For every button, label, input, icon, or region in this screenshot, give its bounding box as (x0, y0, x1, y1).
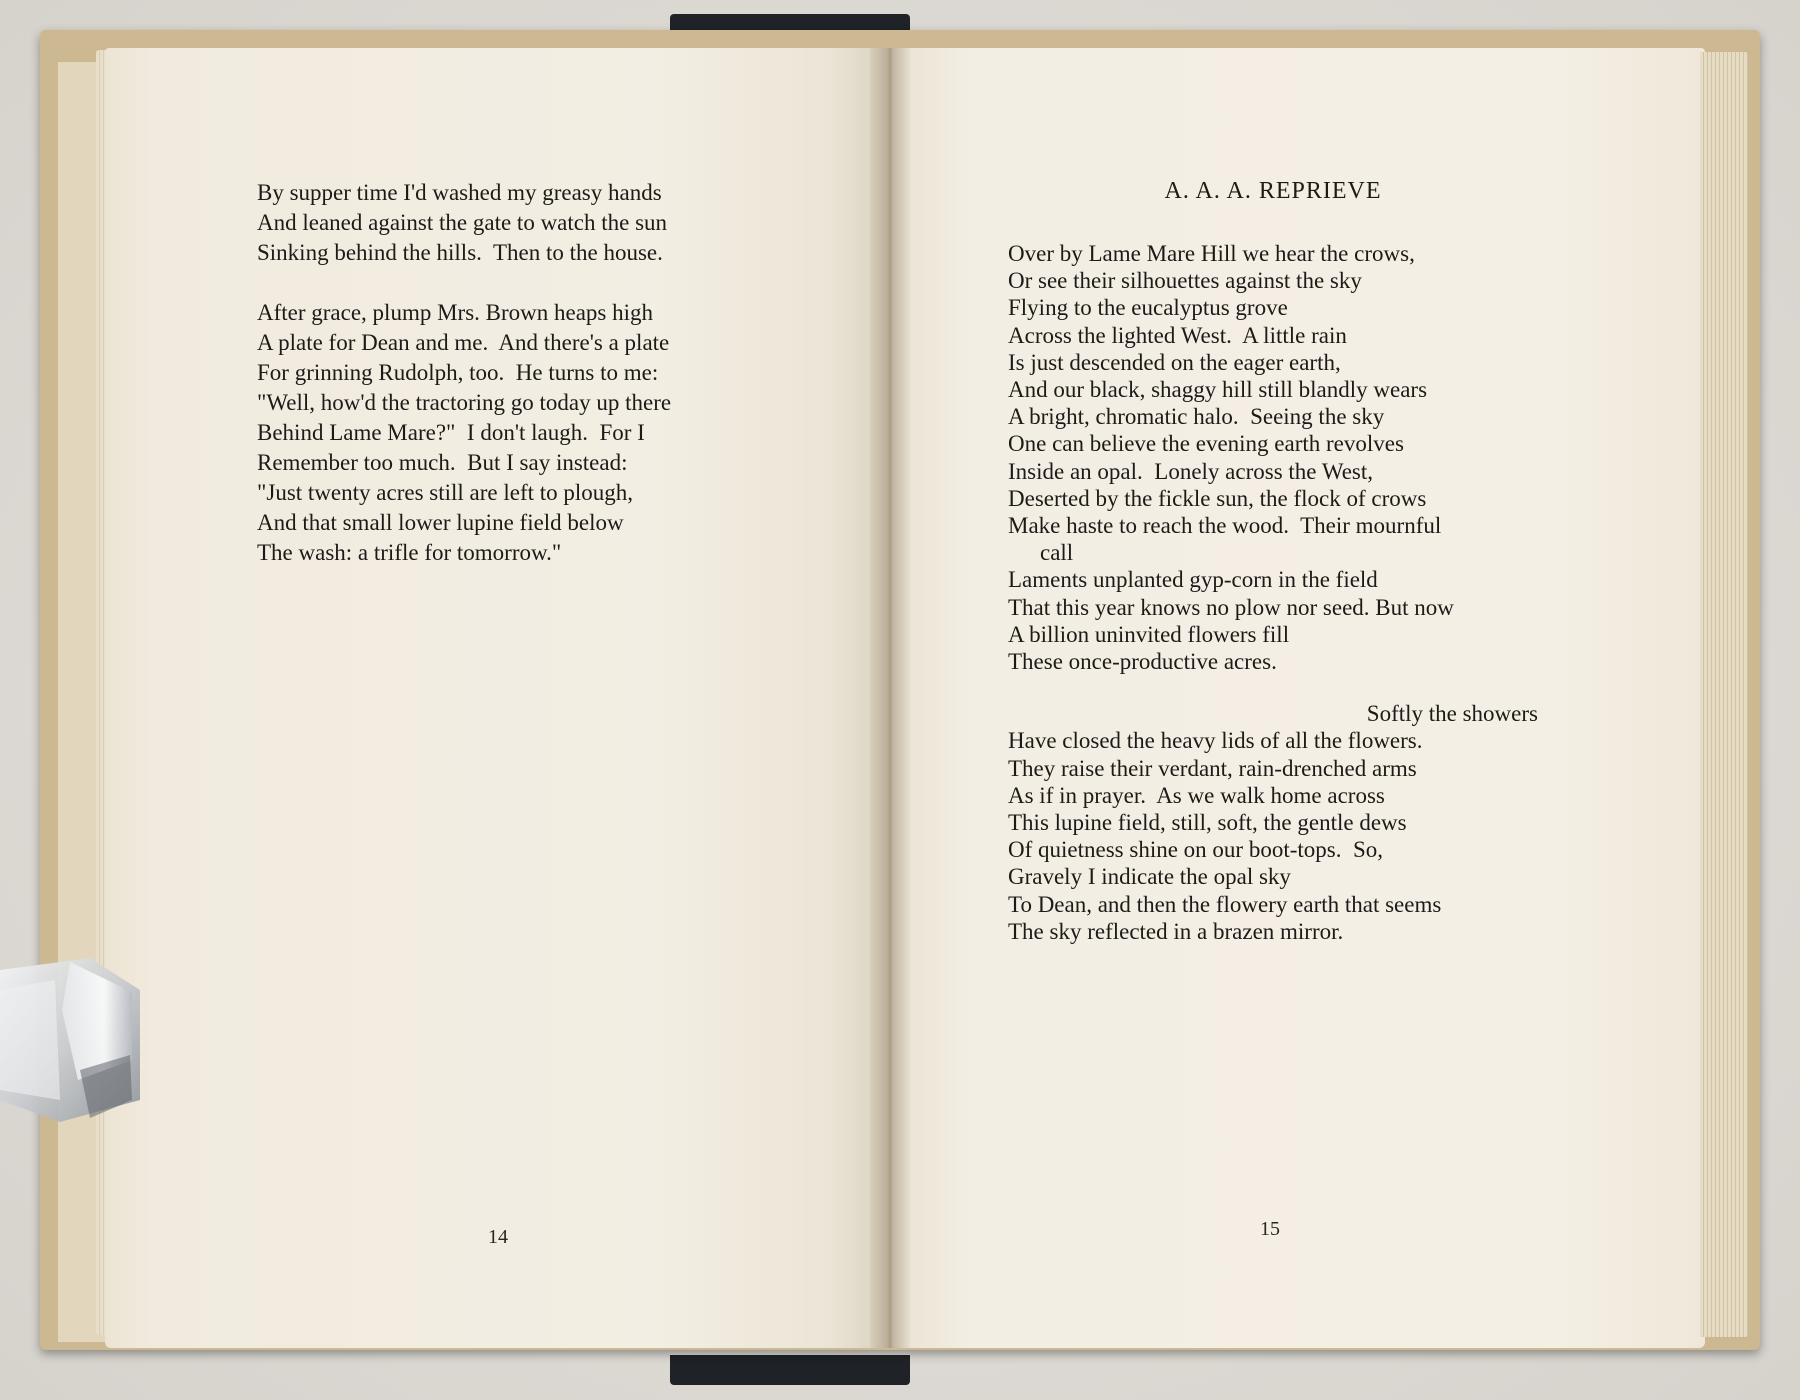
poem-line: Deserted by the fickle sun, the flock of crows (1008, 485, 1427, 511)
right-stanza-2 (1008, 700, 1538, 945)
poem-line: Inside an opal. Lonely across the West, (1008, 458, 1373, 484)
poem-line: Or see their silhouettes against the sky (1008, 268, 1362, 294)
poem-line: And that small lower lupine field below (257, 510, 624, 535)
poem-line-continuation: call (1040, 540, 1074, 566)
poem-line: Over by Lame Mare Hill we hear the crows, (1008, 241, 1415, 266)
poem-line-dropped: Softly the showers (1366, 701, 1538, 727)
right-stanza-1 (1008, 240, 1538, 675)
poem-line: The wash: a trifle for tomorrow." (257, 540, 562, 565)
left-stanza-1 (257, 178, 757, 268)
poem-line: "Well, how'd the tractoring go today up there (257, 390, 672, 415)
poem-line: Sinking behind the hills. Then to the house. (257, 240, 663, 265)
poem-line: And our black, shaggy hill still blandly wears (1008, 377, 1428, 403)
left-page-text (257, 178, 757, 568)
poem-line: Remember too much. But I say instead: (257, 450, 628, 475)
poem-line: As if in prayer. As we walk home across (1008, 782, 1385, 808)
poem-line: Make haste to reach the wood. Their mournful (1008, 513, 1442, 539)
poem-line: After grace, plump Mrs. Brown heaps high (257, 300, 654, 325)
book-spine-bottom (670, 1355, 910, 1385)
poem-line: And leaned against the gate to watch the sun (257, 210, 668, 235)
poem-line: A plate for Dean and me. And there's a plate (257, 330, 670, 355)
poem-line: By supper time I'd washed my greasy hands (257, 180, 662, 205)
right-page-text (1008, 240, 1538, 945)
poem-line: Behind Lame Mare?" I don't laugh. For I (257, 420, 645, 445)
book-gutter (870, 48, 910, 1348)
poem-line: "Just twenty acres still are left to plough, (257, 480, 634, 505)
poem-line: Have closed the heavy lids of all the flowers. (1008, 728, 1423, 754)
poem-line: A billion uninvited flowers fill (1008, 621, 1290, 647)
poem-line: The sky reflected in a brazen mirror. (1008, 918, 1344, 944)
poem-line: Of quietness shine on our boot-tops. So, (1008, 837, 1384, 863)
poem-line: This lupine field, still, soft, the gentle dews (1008, 810, 1407, 836)
poem-line: That this year knows no plow nor seed. But now (1008, 594, 1454, 620)
poem-line: A bright, chromatic halo. Seeing the sky (1008, 404, 1385, 430)
poem-line: They raise their verdant, rain-drenched arms (1008, 755, 1417, 781)
poem-line: These once-productive acres. (1008, 649, 1277, 675)
poem-line: To Dean, and then the flowery earth that seems (1008, 891, 1442, 917)
right-page-number: 15 (1260, 1218, 1280, 1240)
poem-line: One can believe the evening earth revolves (1008, 431, 1404, 457)
poem-line: Is just descended on the eager earth, (1008, 349, 1341, 375)
left-stanza-2 (257, 298, 757, 568)
poem-line: Laments unplanted gyp-corn in the field (1008, 567, 1378, 593)
poem-title: A. A. A. REPRIEVE (1164, 178, 1382, 204)
poem-line: Flying to the eucalyptus grove (1008, 295, 1288, 321)
poem-line: Gravely I indicate the opal sky (1008, 864, 1291, 890)
poem-line: Across the lighted West. A little rain (1008, 322, 1347, 348)
glass-page-weight (0, 950, 145, 1125)
poem-line: For grinning Rudolph, too. He turns to me: (257, 360, 659, 385)
left-page-number: 14 (488, 1226, 508, 1248)
right-page-edges (1700, 52, 1748, 1337)
